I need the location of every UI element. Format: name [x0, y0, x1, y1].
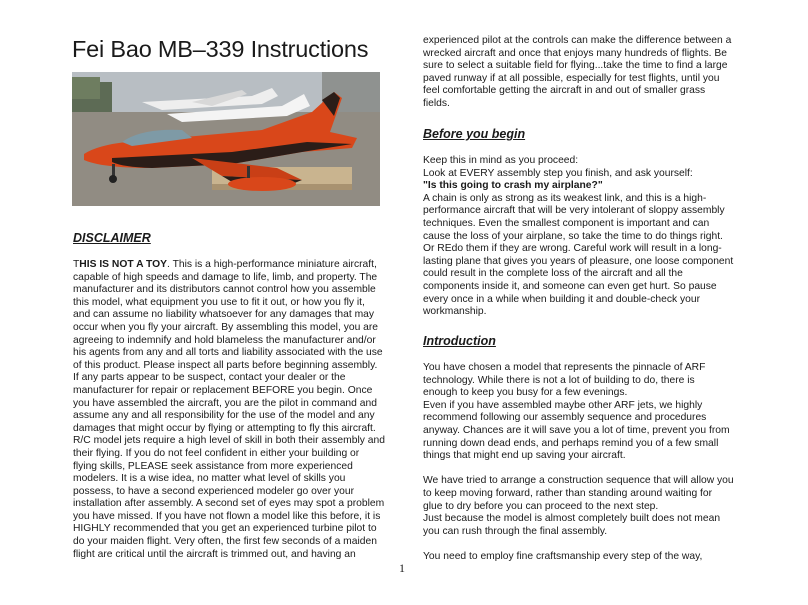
intro-line: you can rush through the final assembly. — [423, 525, 608, 537]
lead-rest-text: . This is a high-performance miniature aircraft, — [167, 259, 377, 270]
disclaimer-line: manufacturer for repair or replacement BEFORE you begin. Once — [73, 384, 373, 396]
disclaimer-line: and can assume no liability whatsoever for any damages that may — [73, 309, 375, 321]
lead-letter: T — [73, 259, 80, 270]
intro-line: enough to keep you busy for a few evenings. — [423, 387, 628, 399]
disclaimer-line: his agents from any and all torts and liability associated with the use — [73, 347, 383, 359]
paragraph-gap — [423, 463, 734, 476]
intro-line: You need to employ fine craftsmanship every step of the way, — [423, 550, 703, 562]
paragraph-gap — [423, 538, 734, 551]
intro-line: Even if you have assembled maybe other ARF jets, we highly — [423, 399, 703, 411]
aircraft-photo — [72, 72, 380, 206]
disclaimer-line: installation after assembly. A second set of eyes may spot a problem — [73, 498, 385, 510]
disclaimer-line: flying skills, PLEASE seek assistance from more experienced — [73, 460, 353, 472]
not-a-toy-text: HIS IS NOT A TOY — [79, 259, 168, 270]
continued-line: feel comfortable getting the aircraft in and out of smaller grass — [423, 85, 706, 97]
disclaimer-line: R/C model jets require a high level of skill in both their assembly and — [73, 435, 385, 447]
disclaimer-line: you have missed. If you have not flown a model like this before, it is — [73, 510, 381, 522]
continued-line: wrecked aircraft and once that enjoys many hundreds of flights. Be — [423, 47, 727, 59]
disclaimer-line: HIGHLY recommended that you get an experienced turbine pilot to — [73, 523, 377, 535]
disclaimer-line: possess, to have a second experienced modeler go over your — [73, 485, 355, 497]
disclaimer-line: of this product. Please inspect all parts before beginning assembly. — [73, 359, 378, 371]
disclaimer-line: agreeing to indemnify and hold blameless the manufacturer and/or — [73, 334, 376, 346]
intro-line: technology. While there is not a lot of building to do, there is — [423, 374, 695, 386]
intro-line: We have tried to arrange a construction sequence that will allow you — [423, 475, 734, 487]
before-line: lasting plane that gives you years of pleasure, one loose component — [423, 255, 734, 267]
page-number: 1 — [399, 561, 405, 575]
disclaimer-line: capable of high speeds and damage to life, limb, and property. The — [73, 271, 378, 283]
disclaimer-line: do your maiden flight. Very often, the first few seconds of a maiden — [73, 536, 377, 548]
before-line: components inside it, and someone can even get hurt. So pause — [423, 280, 717, 292]
crash-question: "Is this going to crash my airplane?" — [423, 180, 603, 192]
before-you-begin-heading: Before you begin — [423, 127, 526, 141]
disclaimer-lead-line — [73, 259, 385, 272]
introduction-heading: Introduction — [423, 334, 496, 348]
intro-line: anyway. Chances are it will save you a lot of time, prevent you from — [423, 424, 730, 436]
before-line: workmanship. — [423, 306, 487, 318]
disclaimer-line: damages that might occur by flying or attempting to fly this aircraft. — [73, 422, 376, 434]
disclaimer-line: assume any and all responsibility for the use of the model and any — [73, 410, 375, 422]
before-you-begin-text — [423, 155, 733, 319]
disclaimer-line: you have assembled the aircraft, you are the pilot in command and — [73, 397, 377, 409]
document-title: Fei Bao MB–339 Instructions — [72, 36, 369, 62]
before-line: techniques. Even the smallest component is important and can — [423, 217, 710, 229]
disclaimer-line: occur when you fly your aircraft. By assembling this model, you are — [73, 321, 379, 333]
continued-line: fields. — [423, 97, 450, 109]
introduction-text — [423, 362, 734, 564]
before-line: every once in a while when building it and double-check your — [423, 293, 701, 305]
intro-line: to keep moving forward, rather than standing around waiting for — [423, 487, 713, 499]
intro-line: things that might end up saving your aircraft. — [423, 450, 626, 462]
disclaimer-line: modelers. It is a wise idea, no matter what level of skills you — [73, 473, 346, 485]
disclaimer-line: If any parts appear to be suspect, contact your dealer or the — [73, 372, 346, 384]
before-line: cause the loss of your airplane, so take the time to do things right. — [423, 230, 723, 242]
before-line: Keep this in mind as you proceed: — [423, 155, 579, 166]
continued-line: sure to select a suitable field for flying...take the time to find a large — [423, 60, 728, 72]
continued-line: experienced pilot at the controls can make the difference between a — [423, 35, 732, 46]
before-line: Or REdo them if they are wrong. Careful work will result in a long- — [423, 243, 722, 255]
jet-model-image — [72, 72, 380, 206]
disclaimer-text — [73, 259, 385, 561]
disclaimer-line: flight are critical until the aircraft is trimmed out, and having an — [73, 548, 356, 560]
before-line: could result in the complete loss of the aircraft and all the — [423, 268, 683, 280]
continued-line: paved runway if at all possible, especially for test flights, until you — [423, 72, 720, 84]
disclaimer-heading: DISCLAIMER — [73, 231, 151, 245]
disclaimer-line: their flying. If you do not feel confident in either your building or — [73, 447, 360, 459]
intro-line: recommend following our assembly sequence and procedures — [423, 412, 707, 424]
disclaimer-line: this model, what equipment you use to fit it out, or how you fly it, — [73, 296, 365, 308]
before-line: Look at EVERY assembly step you finish, and ask yourself: — [423, 167, 693, 179]
disclaimer-line: manufacturer and its distributors cannot control how you assemble — [73, 284, 376, 296]
intro-line: Just because the model is almost completely built does not mean — [423, 513, 721, 525]
intro-line: glue to dry before you can proceed to the next step. — [423, 500, 659, 512]
before-line: performance aircraft that will be very intolerant of sloppy assembly — [423, 205, 725, 217]
before-line: A chain is only as strong as its weakest link, and this is a high- — [423, 192, 707, 204]
intro-line: running down dead ends, and perhaps remind you of a few small — [423, 437, 719, 449]
continued-text — [423, 35, 731, 111]
intro-line: You have chosen a model that represents the pinnacle of ARF — [423, 362, 706, 373]
